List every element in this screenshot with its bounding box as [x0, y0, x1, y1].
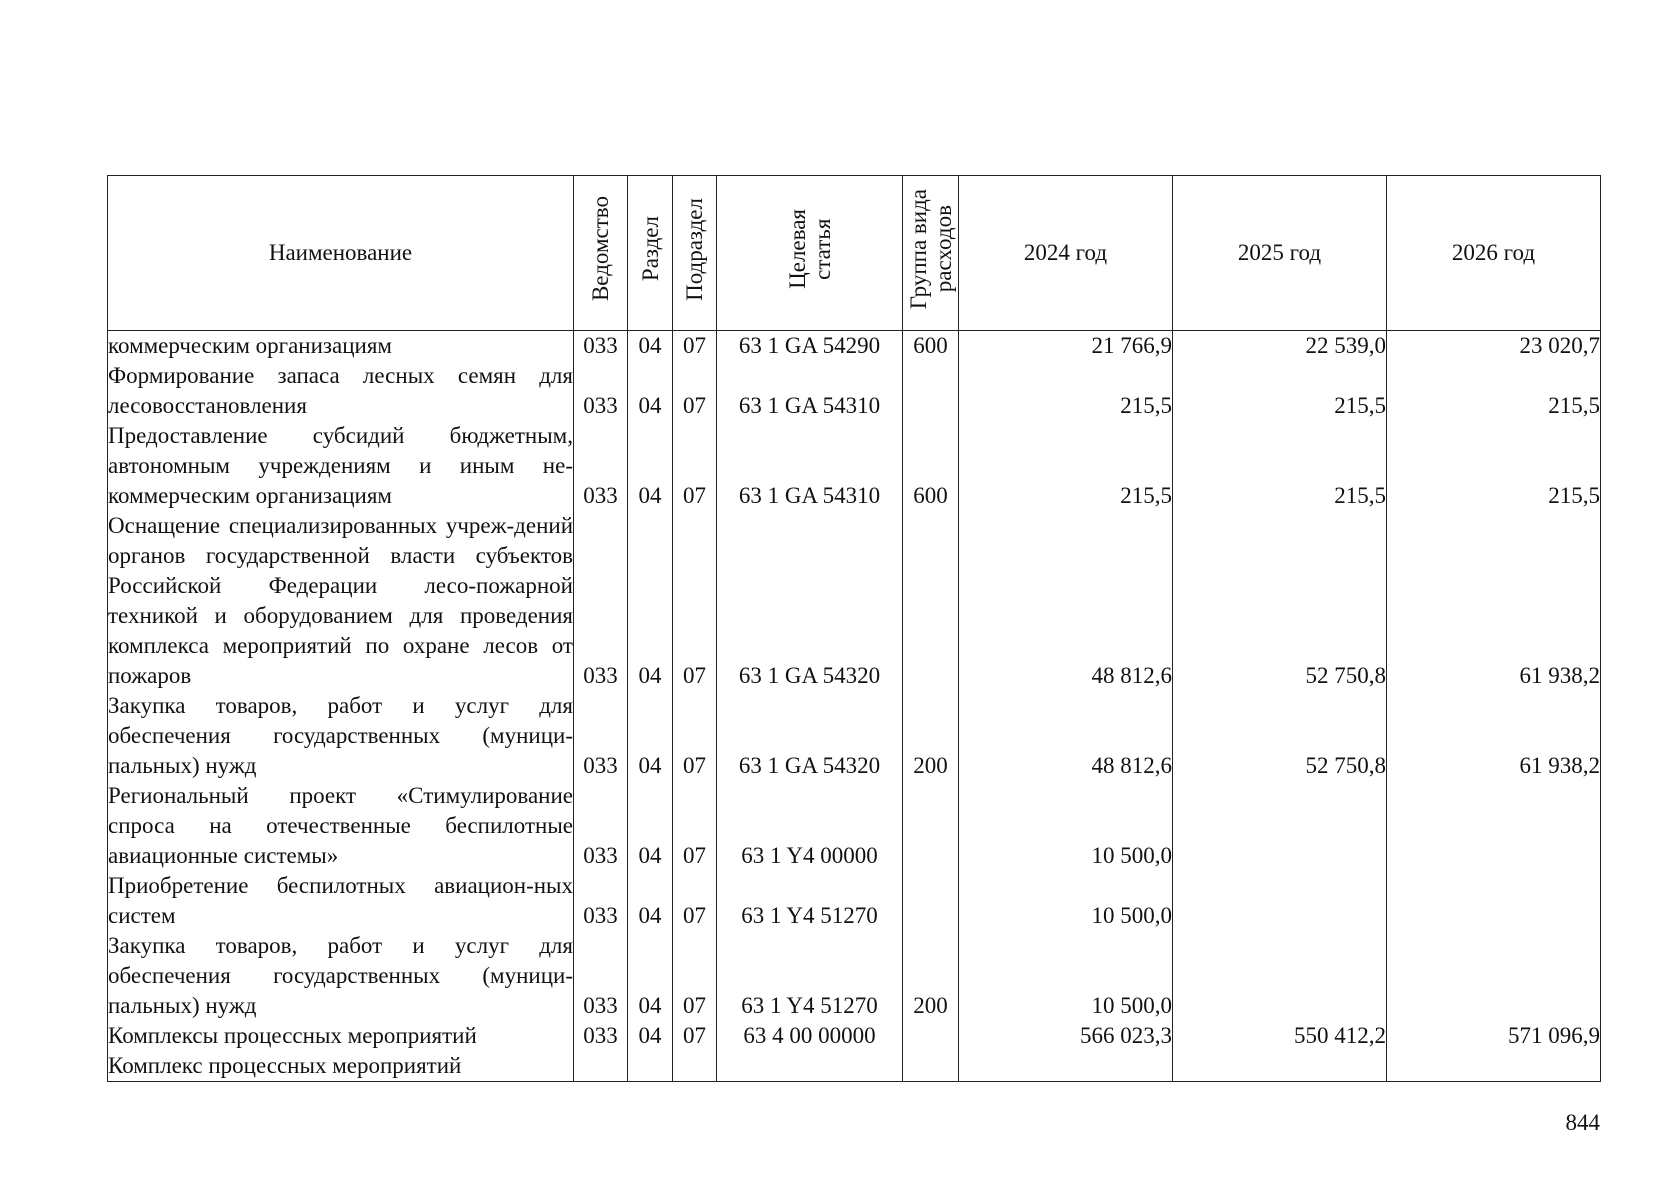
table-row — [108, 931, 1601, 1021]
row-department: 033 — [574, 511, 628, 691]
row-subsection: 07 — [673, 931, 717, 1021]
row-section: 04 — [628, 511, 673, 691]
row-subsection: 07 — [673, 331, 717, 362]
row-name: коммерческим организациям — [108, 331, 574, 362]
row-subsection: 07 — [673, 871, 717, 931]
row-name: Закупка товаров, работ и услуг для обеспечения государственных (муници-пальных) нужд — [108, 691, 574, 781]
header-year-2025: 2025 год — [1173, 176, 1387, 331]
row-expense-group — [903, 511, 959, 691]
table-header-row — [108, 176, 1601, 331]
row-section: 04 — [628, 691, 673, 781]
row-target-article: 63 4 00 00000 — [717, 1021, 903, 1051]
row-name: Предоставление субсидий бюджетным, автономным учреждениям и иным не-коммерческим организациям — [108, 421, 574, 511]
row-value-2026: 61 938,2 — [1387, 691, 1601, 781]
row-department: 033 — [574, 931, 628, 1021]
table-row — [108, 1021, 1601, 1051]
row-value-2026 — [1387, 931, 1601, 1021]
row-value-2026: 215,5 — [1387, 361, 1601, 421]
row-target-article: 63 1 Y4 51270 — [717, 871, 903, 931]
table-body — [108, 331, 1601, 1082]
row-value-2024: 10 500,0 — [959, 781, 1173, 871]
row-expense-group — [903, 1021, 959, 1051]
row-expense-group — [903, 871, 959, 931]
row-target-article: 63 1 GA 54290 — [717, 331, 903, 362]
row-value-2026: 215,5 — [1387, 421, 1601, 511]
row-name: Комплексы процессных мероприятий — [108, 1021, 574, 1051]
header-expense-group: Группа вида расходов — [903, 176, 959, 331]
row-target-article: 63 1 GA 54310 — [717, 361, 903, 421]
page-number: 844 — [1565, 1110, 1600, 1135]
row-value-2024: 215,5 — [959, 421, 1173, 511]
table-row — [108, 361, 1601, 421]
row-value-2026 — [1387, 1051, 1601, 1082]
row-subsection: 07 — [673, 691, 717, 781]
row-section: 04 — [628, 781, 673, 871]
row-target-article: 63 1 GA 54320 — [717, 691, 903, 781]
row-target-article: 63 1 Y4 51270 — [717, 931, 903, 1021]
row-name: Региональный проект «Стимулирование спроса на отечественные беспилотные авиационные системы» — [108, 781, 574, 871]
row-expense-group — [903, 1051, 959, 1082]
row-expense-group: 600 — [903, 421, 959, 511]
row-target-article — [717, 1051, 903, 1082]
row-department — [574, 1051, 628, 1082]
header-year-2024: 2024 год — [959, 176, 1173, 331]
row-department: 033 — [574, 691, 628, 781]
row-value-2025: 22 539,0 — [1173, 331, 1387, 362]
row-value-2025: 550 412,2 — [1173, 1021, 1387, 1051]
table-row — [108, 781, 1601, 871]
row-section: 04 — [628, 871, 673, 931]
table-row — [108, 421, 1601, 511]
row-value-2026: 23 020,7 — [1387, 331, 1601, 362]
row-subsection: 07 — [673, 781, 717, 871]
header-year-2026: 2026 год — [1387, 176, 1601, 331]
row-value-2026: 61 938,2 — [1387, 511, 1601, 691]
row-expense-group: 200 — [903, 931, 959, 1021]
row-section: 04 — [628, 931, 673, 1021]
budget-table — [107, 175, 1601, 1082]
row-expense-group — [903, 781, 959, 871]
row-target-article: 63 1 GA 54320 — [717, 511, 903, 691]
row-value-2025: 52 750,8 — [1173, 691, 1387, 781]
row-value-2024: 215,5 — [959, 361, 1173, 421]
row-value-2024: 48 812,6 — [959, 511, 1173, 691]
header-section: Раздел — [628, 176, 673, 331]
row-section: 04 — [628, 361, 673, 421]
row-subsection: 07 — [673, 421, 717, 511]
row-target-article: 63 1 Y4 00000 — [717, 781, 903, 871]
row-value-2024: 48 812,6 — [959, 691, 1173, 781]
row-value-2025 — [1173, 871, 1387, 931]
row-value-2025 — [1173, 781, 1387, 871]
row-value-2025: 52 750,8 — [1173, 511, 1387, 691]
table-row — [108, 1051, 1601, 1082]
row-subsection — [673, 1051, 717, 1082]
table-row — [108, 331, 1601, 362]
row-value-2025 — [1173, 1051, 1387, 1082]
row-value-2025: 215,5 — [1173, 421, 1387, 511]
row-value-2024: 566 023,3 — [959, 1021, 1173, 1051]
row-expense-group: 600 — [903, 331, 959, 362]
row-department: 033 — [574, 361, 628, 421]
row-subsection: 07 — [673, 511, 717, 691]
row-value-2025: 215,5 — [1173, 361, 1387, 421]
row-section — [628, 1051, 673, 1082]
row-department: 033 — [574, 1021, 628, 1051]
row-section: 04 — [628, 1021, 673, 1051]
row-name: Формирование запаса лесных семян для лесовосстановления — [108, 361, 574, 421]
row-value-2024 — [959, 1051, 1173, 1082]
row-section: 04 — [628, 421, 673, 511]
table-row — [108, 511, 1601, 691]
header-department: Ведомство — [574, 176, 628, 331]
table-row — [108, 871, 1601, 931]
row-name: Комплекс процессных мероприятий — [108, 1051, 574, 1082]
header-subsection: Подраздел — [673, 176, 717, 331]
row-value-2024: 21 766,9 — [959, 331, 1173, 362]
row-section: 04 — [628, 331, 673, 362]
row-name: Приобретение беспилотных авиацион-ных систем — [108, 871, 574, 931]
table-row — [108, 691, 1601, 781]
row-department: 033 — [574, 421, 628, 511]
row-name: Оснащение специализированных учреж-дений органов государственной власти субъектов Российской Федерации лесо-пожарной техникой и оборудованием для проведения комплекса мероприятий по охране лесов от пожаров — [108, 511, 574, 691]
row-subsection: 07 — [673, 1021, 717, 1051]
row-target-article: 63 1 GA 54310 — [717, 421, 903, 511]
header-target-article: Целевая статья — [717, 176, 903, 331]
row-expense-group: 200 — [903, 691, 959, 781]
row-value-2025 — [1173, 931, 1387, 1021]
row-value-2026 — [1387, 871, 1601, 931]
row-subsection: 07 — [673, 361, 717, 421]
header-name: Наименование — [108, 176, 574, 331]
row-department: 033 — [574, 871, 628, 931]
row-value-2026 — [1387, 781, 1601, 871]
row-name: Закупка товаров, работ и услуг для обеспечения государственных (муници-пальных) нужд — [108, 931, 574, 1021]
row-department: 033 — [574, 331, 628, 362]
row-department: 033 — [574, 781, 628, 871]
row-value-2024: 10 500,0 — [959, 931, 1173, 1021]
row-value-2026: 571 096,9 — [1387, 1021, 1601, 1051]
row-expense-group — [903, 361, 959, 421]
row-value-2024: 10 500,0 — [959, 871, 1173, 931]
